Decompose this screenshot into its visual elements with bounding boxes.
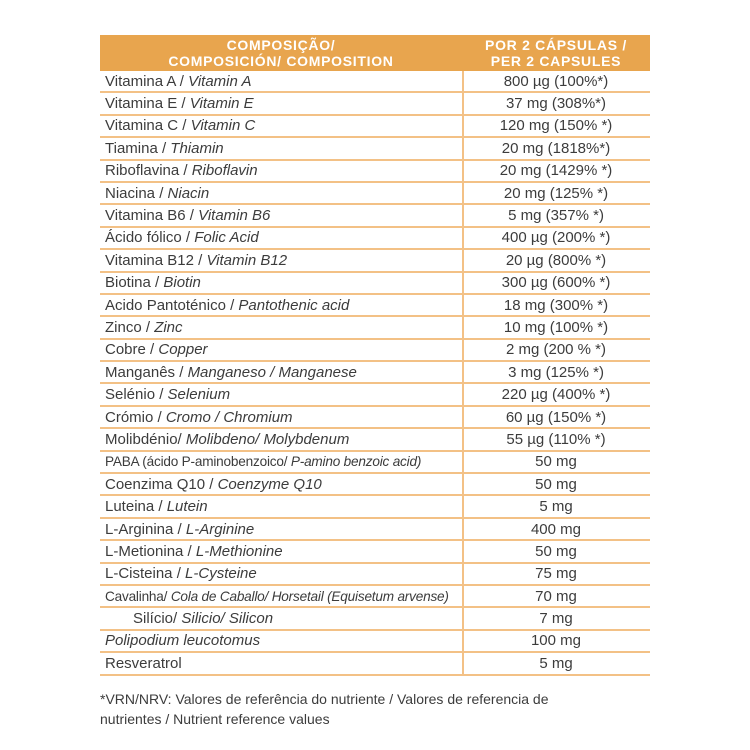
table-row <box>100 653 650 675</box>
ingredient-name-italic: Molibdeno/ Molybdenum <box>185 430 350 448</box>
ingredient-name <box>100 409 462 426</box>
ingredient-name-italic: Thiamin <box>170 139 224 157</box>
table-row <box>100 362 650 384</box>
ingredient-name-italic: Pantothenic acid <box>238 296 350 314</box>
ingredient-name-italic: L-Arginine <box>185 520 255 538</box>
table-body <box>100 71 650 676</box>
ingredient-amount: 20 µg (800% *) <box>505 251 607 269</box>
ingredient-name <box>100 476 462 493</box>
ingredient-name <box>100 364 462 381</box>
ingredient-name <box>100 431 462 448</box>
header-composition-line2: COMPOSICIÓN/ COMPOSITION <box>168 53 394 69</box>
ingredient-name <box>100 386 462 403</box>
ingredient-amount: 220 µg (400% *) <box>501 386 611 404</box>
table-row <box>100 250 650 272</box>
ingredient-name <box>100 543 462 560</box>
ingredient-amount: 300 µg (600% *) <box>501 274 611 292</box>
ingredient-name-italic: P-amino benzoic acid) <box>290 454 422 470</box>
ingredient-name-regular: Resveratrol <box>105 654 182 672</box>
ingredient-name-italic: Cola de Caballo/ Horsetail (Equisetum arvense) <box>170 588 449 604</box>
column-divider <box>462 71 464 676</box>
ingredient-amount: 37 mg (308%*) <box>505 95 607 113</box>
ingredient-amount: 60 µg (150% *) <box>505 408 607 426</box>
header-per-capsules-line1: POR 2 CÁPSULAS / <box>485 37 627 53</box>
ingredient-name <box>100 117 462 134</box>
ingredient-amount: 400 µg (200% *) <box>501 229 611 247</box>
ingredient-name-italic: Polipodium leucotomus <box>105 632 261 650</box>
ingredient-name <box>100 297 462 314</box>
ingredient-amount: 400 mg <box>530 520 582 538</box>
ingredient-name <box>100 162 462 179</box>
table-row <box>100 93 650 115</box>
table-row <box>100 384 650 406</box>
ingredient-name-regular: Selénio / <box>105 386 168 404</box>
ingredient-name-italic: Vitamin C <box>190 117 256 135</box>
ingredient-name <box>100 454 462 469</box>
header-composition-column <box>100 35 462 71</box>
ingredient-name-italic: Vitamin A <box>188 72 252 90</box>
table-row <box>100 407 650 429</box>
ingredient-name-regular: Vitamina A / <box>105 72 189 90</box>
ingredient-name <box>100 565 462 582</box>
table-row <box>100 452 650 474</box>
ingredient-name <box>100 229 462 246</box>
ingredient-name-italic: Manganeso / Manganese <box>187 363 357 381</box>
table-row <box>100 161 650 183</box>
ingredient-name-italic: Lutein <box>166 498 208 516</box>
ingredient-name-regular: Biotina / <box>105 274 164 292</box>
nrv-footnote <box>100 690 660 729</box>
table-row <box>100 429 650 451</box>
ingredient-name-regular: Tiamina / <box>105 139 171 157</box>
ingredient-name-italic: Folic Acid <box>194 229 259 247</box>
ingredient-name-regular: Cobre / <box>105 341 159 359</box>
ingredient-name <box>100 589 462 604</box>
ingredient-name-regular: Vitamina C / <box>105 117 191 135</box>
table-row <box>100 295 650 317</box>
ingredient-amount: 5 mg <box>539 654 573 672</box>
ingredient-name-italic: Vitamin B12 <box>206 251 288 269</box>
ingredient-name-italic: Zinc <box>154 318 183 336</box>
ingredient-amount: 50 mg <box>535 542 577 560</box>
table-row <box>100 273 650 295</box>
ingredient-name-regular: Niacina / <box>105 184 168 202</box>
table-row <box>100 71 650 93</box>
ingredient-amount: 18 mg (300% *) <box>503 296 609 314</box>
table-row <box>100 138 650 160</box>
ingredient-name-italic: Silicio/ Silicon <box>181 610 274 628</box>
ingredient-name <box>100 319 462 336</box>
table-row <box>100 183 650 205</box>
ingredient-amount: 3 mg (125% *) <box>508 363 604 381</box>
nrv-footnote-line2: nutrientes / Nutrient reference values <box>100 710 330 727</box>
ingredient-name-regular: Vitamina E / <box>105 95 190 113</box>
ingredient-amount: 10 mg (100% *) <box>503 318 609 336</box>
ingredient-name-regular: Luteina / <box>105 498 167 516</box>
ingredient-name <box>100 95 462 112</box>
table-row <box>100 631 650 653</box>
ingredient-name <box>100 610 462 627</box>
composition-table <box>100 35 650 676</box>
ingredient-name-italic: Vitamin B6 <box>198 207 271 225</box>
ingredient-name-regular: Vitamina B12 / <box>105 251 207 269</box>
ingredient-name <box>100 140 462 157</box>
ingredient-amount: 7 mg <box>539 610 573 628</box>
ingredient-name-italic: Biotin <box>163 274 201 292</box>
ingredient-name <box>100 632 462 649</box>
table-header <box>100 35 650 71</box>
ingredient-amount: 20 mg (1818%*) <box>501 139 611 157</box>
table-row <box>100 116 650 138</box>
ingredient-amount: 70 mg <box>535 587 577 605</box>
ingredient-name <box>100 341 462 358</box>
ingredient-name <box>100 207 462 224</box>
ingredient-amount: 2 mg (200 % *) <box>505 341 607 359</box>
ingredient-name-regular: Vitamina B6 / <box>105 207 199 225</box>
ingredient-name-italic: Selenium <box>167 386 231 404</box>
ingredient-name-italic: Copper <box>158 341 208 359</box>
ingredient-amount: 5 mg <box>539 498 573 516</box>
table-row <box>100 340 650 362</box>
ingredient-name-regular: Ácido fólico / <box>105 229 195 247</box>
ingredient-name-italic: Cromo / Chromium <box>165 408 293 426</box>
ingredient-name-regular: Manganês / <box>105 363 188 381</box>
ingredient-amount: 100 mg <box>530 632 582 650</box>
ingredient-name <box>100 185 462 202</box>
table-row <box>100 205 650 227</box>
ingredient-name <box>100 521 462 538</box>
ingredient-name-regular: L-Cisteina / <box>105 565 186 583</box>
table-row <box>100 228 650 250</box>
ingredient-name-italic: L-Cysteine <box>185 565 257 583</box>
ingredient-name-regular: Zinco / <box>105 318 155 336</box>
header-per-capsules-line2: PER 2 CAPSULES <box>490 53 622 69</box>
ingredient-name <box>100 655 462 672</box>
ingredient-amount: 50 mg <box>535 453 577 471</box>
ingredient-name-regular: Acido Pantoténico / <box>105 296 239 314</box>
ingredient-amount: 5 mg (357% *) <box>508 207 604 225</box>
ingredient-name <box>100 73 462 90</box>
ingredient-amount: 120 mg (150% *) <box>499 117 613 135</box>
ingredient-name-italic: Riboflavin <box>191 162 258 180</box>
ingredient-name-regular: Silício/ <box>133 610 182 628</box>
table-row <box>100 317 650 339</box>
ingredient-amount: 50 mg <box>535 475 577 493</box>
ingredient-name-italic: Niacin <box>167 184 210 202</box>
table-row <box>100 496 650 518</box>
header-per-capsules-column <box>462 35 650 71</box>
ingredient-amount: 20 mg (1429% *) <box>499 162 613 180</box>
ingredient-name <box>100 498 462 515</box>
table-row <box>100 608 650 630</box>
ingredient-name-regular: PABA (ácido P-aminobenzoico/ <box>105 454 291 470</box>
ingredient-name-italic: Vitamin E <box>189 95 254 113</box>
ingredient-name-italic: Coenzyme Q10 <box>217 475 322 493</box>
ingredient-name <box>100 252 462 269</box>
ingredient-name-regular: Molibdénio/ <box>105 430 186 448</box>
ingredient-name-regular: Coenzima Q10 / <box>105 475 218 493</box>
ingredient-name-regular: Riboflavina / <box>105 162 192 180</box>
table-row <box>100 586 650 608</box>
ingredient-name-regular: L-Metionina / <box>105 542 196 560</box>
ingredient-amount: 55 µg (110% *) <box>506 430 606 448</box>
ingredient-amount: 75 mg <box>535 565 577 583</box>
nrv-footnote-line1: *VRN/NRV: Valores de referência do nutriente / Valores de referencia de <box>100 691 549 707</box>
ingredient-name-regular: L-Arginina / <box>105 520 186 538</box>
ingredient-amount: 800 µg (100%*) <box>503 72 609 90</box>
table-row <box>100 564 650 586</box>
ingredient-name-regular: Cavalinha/ <box>105 588 171 604</box>
ingredient-name <box>100 274 462 291</box>
table-row <box>100 541 650 563</box>
ingredient-name-regular: Crómio / <box>105 408 166 426</box>
ingredient-amount: 20 mg (125% *) <box>503 184 609 202</box>
table-row <box>100 519 650 541</box>
table-row <box>100 474 650 496</box>
header-composition-line1: COMPOSIÇÃO/ <box>226 37 336 53</box>
ingredient-name-italic: L-Methionine <box>195 542 283 560</box>
